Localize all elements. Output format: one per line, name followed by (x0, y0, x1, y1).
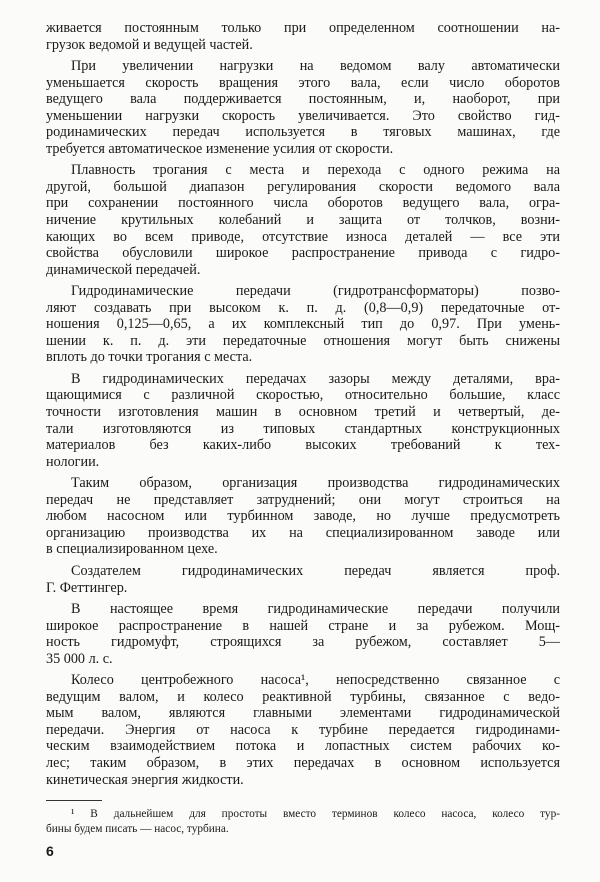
paragraph (46, 20, 560, 53)
paragraph (46, 58, 560, 157)
paragraph (46, 283, 560, 366)
text-line: тали изготовляются из типовых стандартных конструкционных (46, 420, 560, 437)
footnote-divider (46, 800, 102, 801)
text-line: нологии. (46, 453, 100, 470)
text-line: Плавность трогания с места и перехода с одного режима на (71, 162, 560, 179)
paragraph (46, 563, 560, 596)
footnote (46, 807, 560, 837)
text-line: кающих во всем приводе, отсутствие износа деталей — все эти (46, 228, 560, 245)
text-line: точности изготовления машин в основном третий и четвертый, де- (46, 404, 560, 421)
page-number: 6 (46, 843, 54, 859)
text-line: щающимися с различной скоростью, относительно большие, класс (46, 387, 560, 404)
paragraph (46, 601, 560, 667)
text-line: В настоящее время гидродинамические передачи получили (71, 601, 560, 618)
paragraph (46, 371, 560, 470)
text-line: ляют создавать при высоком к. п. д. (0,8—0,9) передаточные от- (46, 299, 560, 316)
text-line: В гидродинамических передачах зазоры между деталями, вра- (71, 370, 560, 387)
paragraph (46, 475, 560, 558)
text-line: кинетическая энергия жидкости. (46, 771, 244, 788)
text-line: лес; таким образом, в этих передачах в основном используется (46, 754, 560, 771)
text-line: Г. Феттингер. (46, 579, 128, 596)
text-line: уменьшается скорость вращения этого вала, если число оборотов (46, 74, 560, 91)
text-line: уменьшении нагрузки скорость увеличивается. Это свойство гид- (46, 107, 560, 124)
text-line: при сохранении постоянного числа оборотов ведущего вала, огра- (46, 195, 560, 212)
body-text (46, 20, 560, 793)
text-line: ведущего вала поддерживается постоянным, и, наоборот, при (46, 91, 560, 108)
text-line: материалов без каких-либо высоких требований к тех- (46, 437, 560, 454)
text-line: любом насосном или турбинном заводе, но лучше предусмотреть (46, 508, 560, 525)
text-line: динамической передачей. (46, 261, 201, 278)
text-line: широкое распространение в нашей стране и за рубежом. Мощ- (46, 617, 560, 634)
text-line: ведущим валом, и колесо реактивной турбины, связанное с ведо- (46, 688, 560, 705)
text-line: шении к. п. д. эти передаточные отношения могут быть снижены (46, 332, 560, 349)
text-line: При увеличении нагрузки на ведомом валу автоматически (71, 58, 560, 75)
paragraph (46, 672, 560, 788)
text-line: другой, большой диапазон регулирования скорости ведомого вала (46, 178, 560, 195)
text-line: ческим взаимодействием потока и лопастных систем рабочих ко- (46, 738, 560, 755)
footnote-line: бины будем писать — насос, турбина. (46, 823, 229, 835)
text-line: мым валом, являются главными элементами гидродинамической (46, 705, 560, 722)
text-line: 35 000 л. с. (46, 650, 113, 667)
text-line: Колесо центробежного насоса¹, непосредственно связанное с (71, 672, 560, 689)
text-line: вплоть до точки трогания с места. (46, 349, 253, 366)
paragraph (46, 162, 560, 278)
text-line: грузок ведомой и ведущей частей. (46, 36, 253, 53)
text-line: ношения 0,125—0,65, а их комплексный тип до 0,97. При умень- (46, 316, 560, 333)
text-line: передач не представляет затруднений; они могут строиться на (46, 491, 560, 508)
text-line: требуется автоматическое изменение усилия от скорости. (46, 140, 394, 157)
text-line: свойства обусловили широкое распространение привода с гидро- (46, 245, 560, 262)
text-line: ность гидромуфт, строящихся за рубежом, составляет 5— (46, 634, 560, 651)
footnote-line: ¹ В дальнейшем для простоты вместо терминов колесо насоса, колесо тур- (71, 808, 560, 820)
text-line: передачи. Энергия от насоса к турбине передается гидродинами- (46, 721, 560, 738)
text-line: в специализированном цехе. (46, 541, 218, 558)
text-line: Создателем гидродинамических передач является проф. (71, 562, 560, 579)
text-line: родинамических передач используется в тяговых машинах, где (46, 124, 560, 141)
text-line: ничение крутильных колебаний и защита от толчков, возни- (46, 212, 560, 229)
text-line: Таким образом, организация производства гидродинамических (71, 475, 560, 492)
text-line: Гидродинамические передачи (гидротрансформаторы) позво- (71, 283, 560, 300)
text-line: организацию производства их на специализированном заводе или (46, 524, 560, 541)
text-line: живается постоянным только при определенном соотношении на- (46, 20, 560, 36)
